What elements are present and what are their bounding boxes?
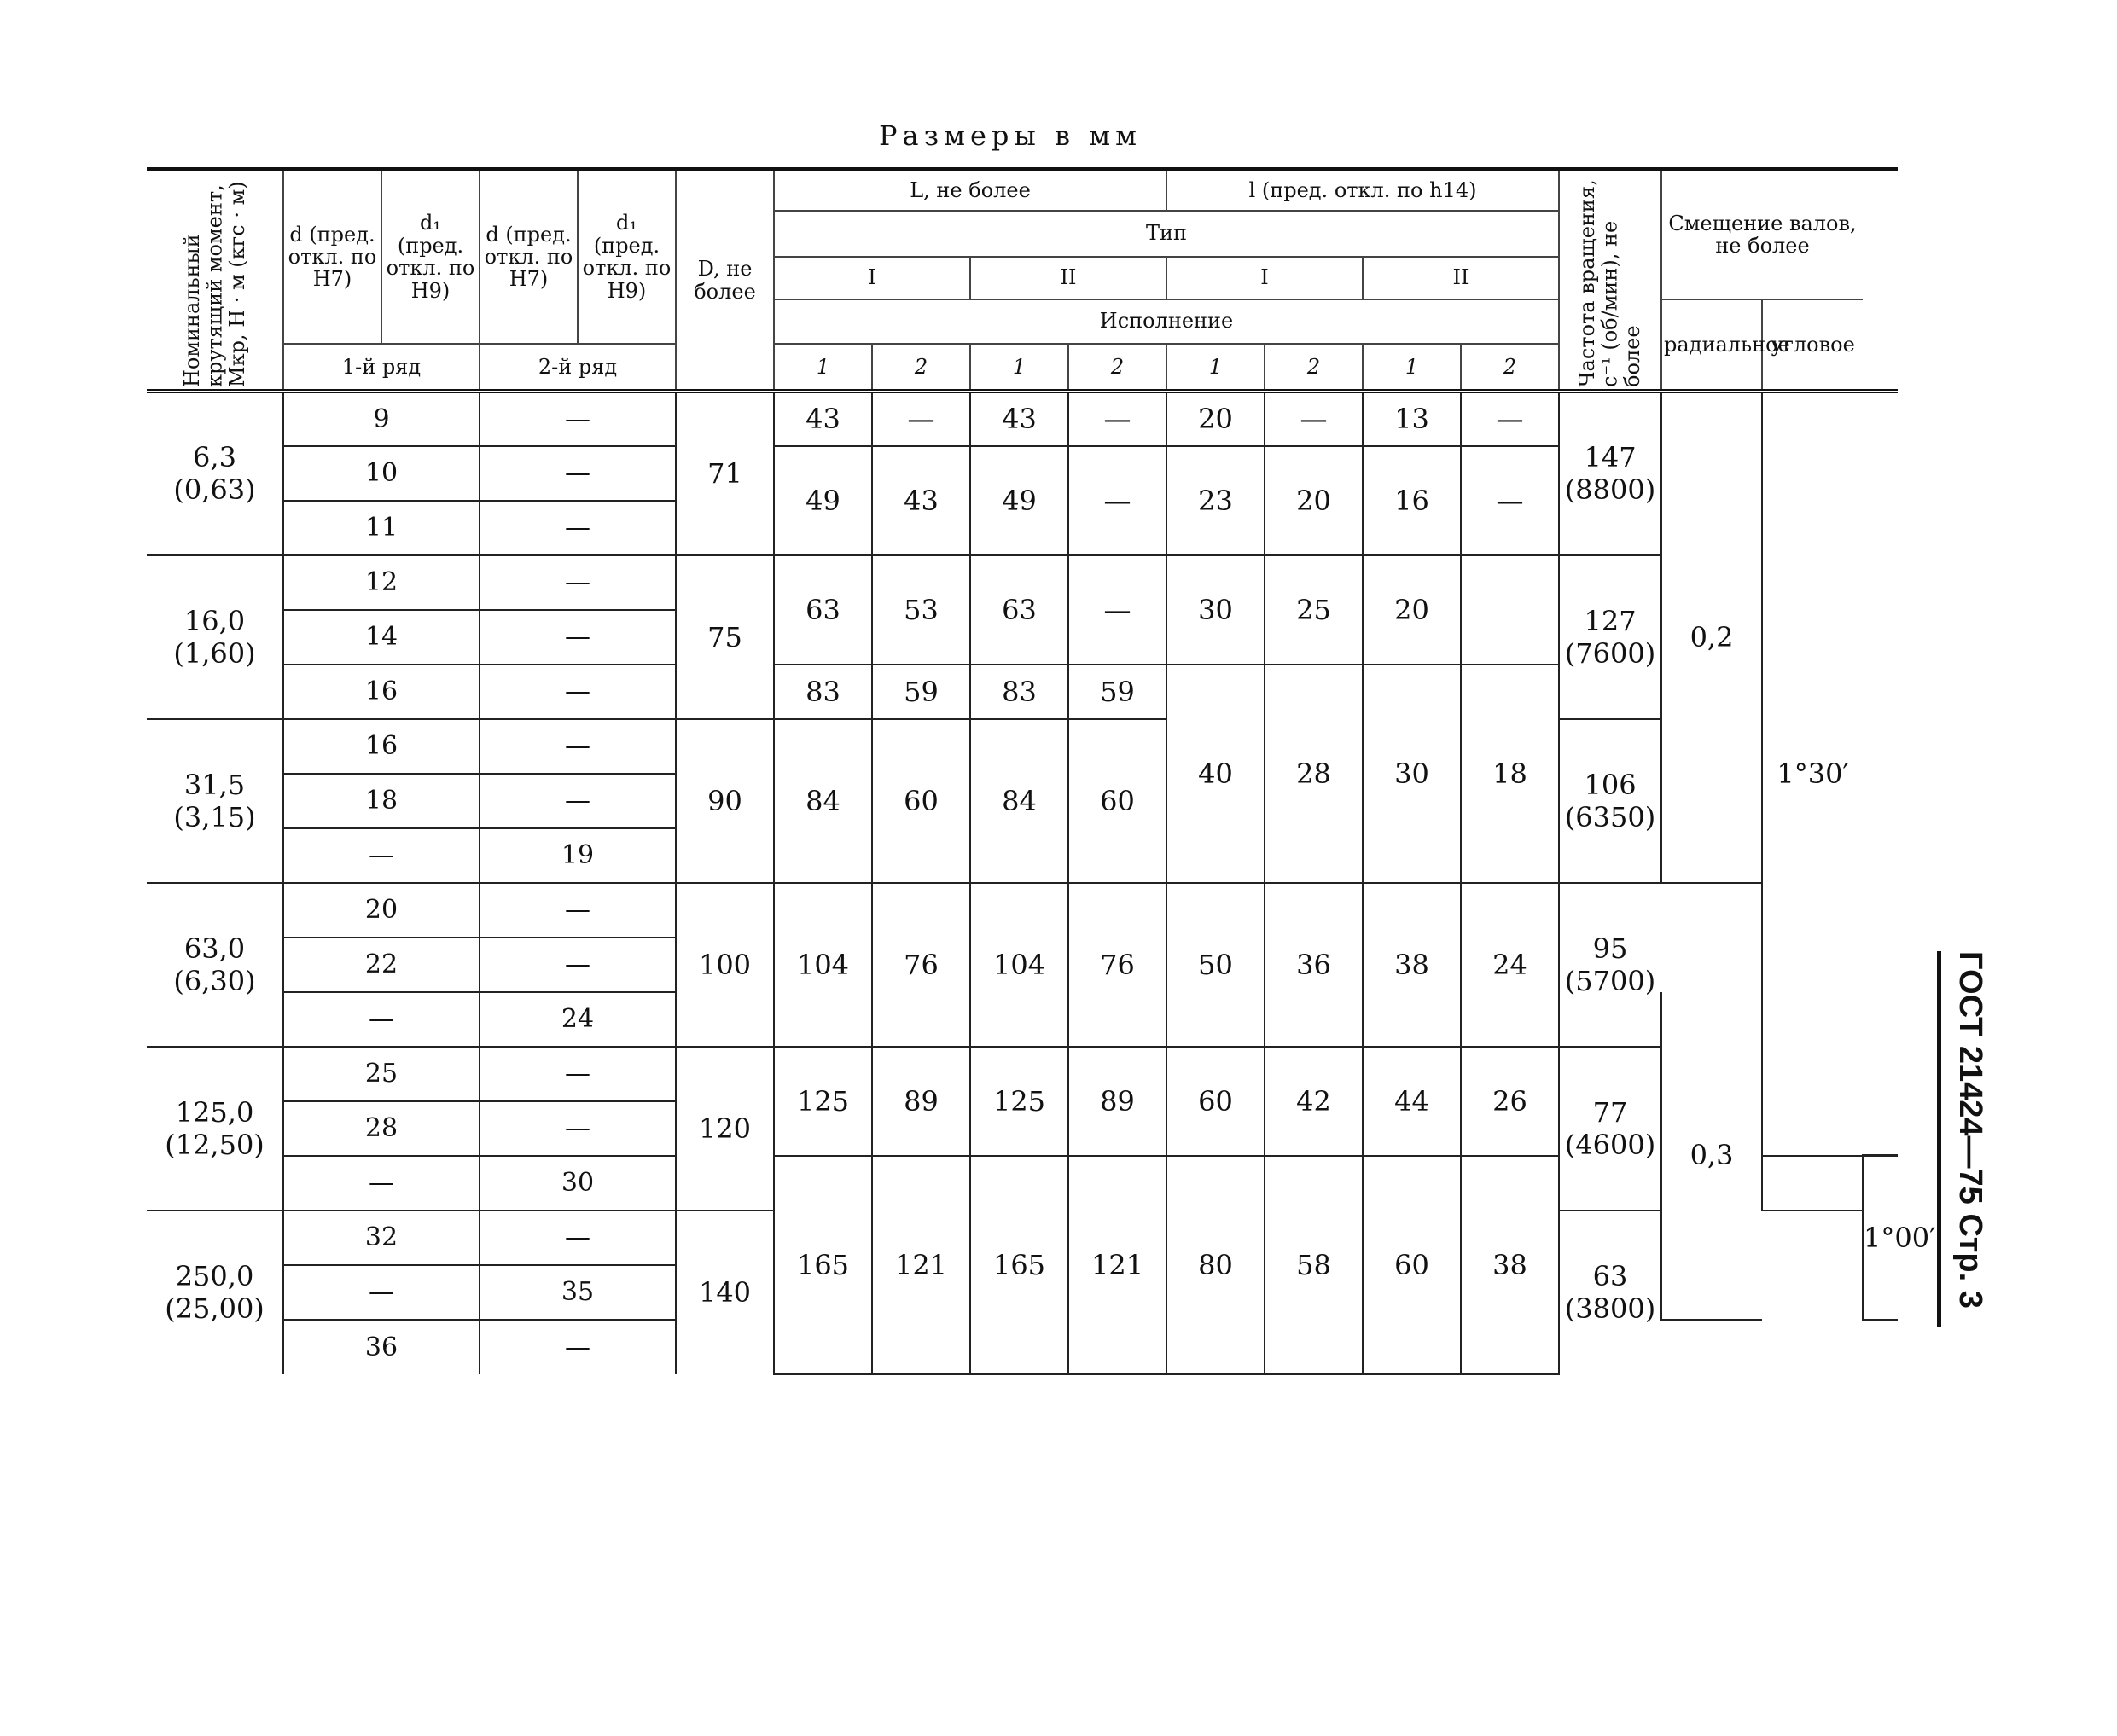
L-cell: 43 xyxy=(774,392,872,446)
d-cell: 25 xyxy=(283,1047,480,1101)
header-L-typeII: II xyxy=(970,257,1166,299)
l-cell: 26 xyxy=(1461,1047,1559,1156)
header-radial: радиальное xyxy=(1661,299,1762,392)
freq-cell: 147 (8800) xyxy=(1559,392,1661,555)
header-D: D, не более xyxy=(676,170,774,392)
d1-cell: 19 xyxy=(480,828,676,883)
header-l: l (пред. откл. по h14) xyxy=(1166,170,1559,211)
header-L-typeI: I xyxy=(774,257,970,299)
header-exec-2: 2 xyxy=(872,344,970,392)
D-cell: 140 xyxy=(676,1211,774,1374)
d1-cell: — xyxy=(480,1211,676,1265)
d1-cell: — xyxy=(480,938,676,992)
angular-cell: 1°00′ xyxy=(1863,1156,1898,1320)
radial-cell: 0,2 xyxy=(1661,392,1762,883)
l-cell: 24 xyxy=(1461,883,1559,1047)
L-cell: 63 xyxy=(970,555,1068,665)
l-cell: 38 xyxy=(1461,1156,1559,1374)
header-exec-1: 1 xyxy=(1166,344,1265,392)
L-cell: — xyxy=(1068,555,1166,665)
l-cell: 18 xyxy=(1461,665,1559,883)
L-cell: 104 xyxy=(970,883,1068,1047)
header-exec-2: 2 xyxy=(1068,344,1166,392)
d-cell: — xyxy=(283,1156,480,1211)
D-cell: 75 xyxy=(676,555,774,719)
d-cell: 12 xyxy=(283,555,480,610)
d1-cell: 24 xyxy=(480,992,676,1047)
freq-cell: 127 (7600) xyxy=(1559,555,1661,719)
L-cell: 60 xyxy=(1068,719,1166,883)
L-cell: — xyxy=(872,392,970,446)
L-cell: 53 xyxy=(872,555,970,665)
header-exec-1: 1 xyxy=(774,344,872,392)
L-cell: — xyxy=(1068,392,1166,446)
freq-cell: 95 (5700) xyxy=(1559,883,1661,1047)
L-cell: 83 xyxy=(970,665,1068,719)
l-cell: — xyxy=(1265,392,1363,446)
d-cell: 28 xyxy=(283,1101,480,1156)
header-freq: Частота вращения, c⁻¹ (об/мин), не более xyxy=(1559,170,1661,392)
coupling-dimensions-table xyxy=(147,167,1936,1375)
L-cell: 121 xyxy=(872,1156,970,1374)
l-cell: 20 xyxy=(1265,446,1363,555)
l-cell: 60 xyxy=(1166,1047,1265,1156)
header-d1-row1: d₁ (пред. откл. по H9) xyxy=(381,170,480,344)
L-cell: 104 xyxy=(774,883,872,1047)
freq-cell: 77 (4600) xyxy=(1559,1047,1661,1211)
d1-cell: — xyxy=(480,610,676,665)
L-cell: 121 xyxy=(1068,1156,1166,1374)
l-cell: 28 xyxy=(1265,665,1363,883)
d-cell: 36 xyxy=(283,1320,480,1374)
L-cell: 63 xyxy=(774,555,872,665)
torque-cell: 250,0 (25,00) xyxy=(147,1211,283,1374)
d-cell: — xyxy=(283,828,480,883)
d-cell: 20 xyxy=(283,883,480,938)
L-cell: 165 xyxy=(970,1156,1068,1374)
l-cell: 58 xyxy=(1265,1156,1363,1374)
l-cell: 36 xyxy=(1265,883,1363,1047)
L-cell: 60 xyxy=(872,719,970,883)
header-exec-1: 1 xyxy=(970,344,1068,392)
L-cell: 165 xyxy=(774,1156,872,1374)
header-angular: угловое xyxy=(1762,299,1863,392)
l-cell: — xyxy=(1461,446,1559,555)
l-cell: 20 xyxy=(1363,555,1461,665)
d-cell: 16 xyxy=(283,665,480,719)
l-cell: 38 xyxy=(1363,883,1461,1047)
header-execution: Исполнение xyxy=(774,299,1559,344)
l-cell: 80 xyxy=(1166,1156,1265,1374)
l-cell: 20 xyxy=(1166,392,1265,446)
L-cell: 83 xyxy=(774,665,872,719)
header-torque: Номинальный крутящий момент, Мкр, Н · м (кгс · м) xyxy=(147,170,283,392)
page-caption: Размеры в мм xyxy=(879,119,1142,152)
D-cell: 90 xyxy=(676,719,774,883)
l-cell: 50 xyxy=(1166,883,1265,1047)
d-cell: — xyxy=(283,992,480,1047)
l-cell: 42 xyxy=(1265,1047,1363,1156)
d-cell: — xyxy=(283,1265,480,1320)
d1-cell: — xyxy=(480,883,676,938)
header-l-typeII: II xyxy=(1363,257,1559,299)
l-cell xyxy=(1461,555,1559,665)
L-cell: 43 xyxy=(970,392,1068,446)
header-shift: Смещение валов, не более xyxy=(1661,170,1863,299)
d1-cell: — xyxy=(480,1047,676,1101)
L-cell: 84 xyxy=(970,719,1068,883)
d-cell: 16 xyxy=(283,719,480,774)
d-cell: 9 xyxy=(283,392,480,446)
L-cell: 76 xyxy=(1068,883,1166,1047)
l-cell: 40 xyxy=(1166,665,1265,883)
d1-cell: — xyxy=(480,392,676,446)
header-row1: 1-й ряд xyxy=(283,344,480,392)
L-cell: 125 xyxy=(774,1047,872,1156)
d1-cell: — xyxy=(480,501,676,555)
l-cell: 60 xyxy=(1363,1156,1461,1374)
d1-cell: — xyxy=(480,555,676,610)
l-cell: 44 xyxy=(1363,1047,1461,1156)
d-cell: 14 xyxy=(283,610,480,665)
header-exec-1: 1 xyxy=(1363,344,1461,392)
l-cell: — xyxy=(1461,392,1559,446)
d1-cell: — xyxy=(480,719,676,774)
d1-cell: 30 xyxy=(480,1156,676,1211)
l-cell: 16 xyxy=(1363,446,1461,555)
torque-cell: 125,0 (12,50) xyxy=(147,1047,283,1211)
header-d-row1: d (пред. откл. по H7) xyxy=(283,170,381,344)
L-cell: 49 xyxy=(970,446,1068,555)
torque-cell: 63,0 (6,30) xyxy=(147,883,283,1047)
radial-cell: 0,3 xyxy=(1661,992,1762,1320)
L-cell: 43 xyxy=(872,446,970,555)
d-cell: 22 xyxy=(283,938,480,992)
d-cell: 18 xyxy=(283,774,480,828)
l-cell: 13 xyxy=(1363,392,1461,446)
d-cell: 32 xyxy=(283,1211,480,1265)
d-cell: 11 xyxy=(283,501,480,555)
L-cell: — xyxy=(1068,446,1166,555)
L-cell: 84 xyxy=(774,719,872,883)
header-type: Тип xyxy=(774,211,1559,257)
D-cell: 120 xyxy=(676,1047,774,1211)
torque-cell: 16,0 (1,60) xyxy=(147,555,283,719)
L-cell: 59 xyxy=(872,665,970,719)
L-cell: 76 xyxy=(872,883,970,1047)
L-cell: 89 xyxy=(1068,1047,1166,1156)
header-exec-2: 2 xyxy=(1461,344,1559,392)
l-cell: 30 xyxy=(1166,555,1265,665)
d1-cell: — xyxy=(480,774,676,828)
L-cell: 125 xyxy=(970,1047,1068,1156)
header-L: L, не более xyxy=(774,170,1166,211)
header-exec-2: 2 xyxy=(1265,344,1363,392)
L-cell: 89 xyxy=(872,1047,970,1156)
d1-cell: — xyxy=(480,1320,676,1374)
d1-cell: 35 xyxy=(480,1265,676,1320)
header-row2: 2-й ряд xyxy=(480,344,676,392)
standard-reference: ГОСТ 21424—75 Стр. 3 xyxy=(1937,951,1992,1327)
d1-cell: — xyxy=(480,1101,676,1156)
L-cell: 59 xyxy=(1068,665,1166,719)
header-d-row2: d (пред. откл. по H7) xyxy=(480,170,578,344)
l-cell: 30 xyxy=(1363,665,1461,883)
header-d1-row2: d₁ (пред. откл. по H9) xyxy=(578,170,676,344)
l-cell: 23 xyxy=(1166,446,1265,555)
freq-cell: 106 (6350) xyxy=(1559,719,1661,883)
d1-cell: — xyxy=(480,665,676,719)
l-cell: 25 xyxy=(1265,555,1363,665)
angular-cell: 1°30′ xyxy=(1762,392,1863,1156)
torque-cell: 31,5 (3,15) xyxy=(147,719,283,883)
freq-cell: 63 (3800) xyxy=(1559,1211,1661,1374)
D-cell: 71 xyxy=(676,392,774,555)
D-cell: 100 xyxy=(676,883,774,1047)
d1-cell: — xyxy=(480,446,676,501)
L-cell: 49 xyxy=(774,446,872,555)
d-cell: 10 xyxy=(283,446,480,501)
torque-cell: 6,3 (0,63) xyxy=(147,392,283,555)
header-l-typeI: I xyxy=(1166,257,1363,299)
